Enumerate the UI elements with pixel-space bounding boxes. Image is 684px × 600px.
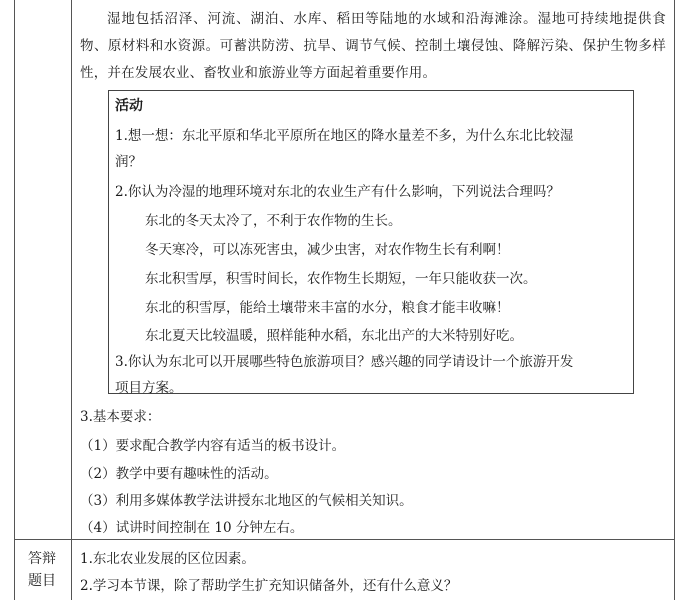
requirement-item: （3）利用多媒体教学法讲授东北地区的气候相关知识。 <box>80 493 413 509</box>
defense-question: 1.东北农业发展的区位因素。 <box>80 551 255 567</box>
requirement-item: （2）教学中要有趣味性的活动。 <box>80 466 278 482</box>
question-2: 2.你认为冷湿的地理环境对东北的农业生产有什么影响，下列说法合理吗？ <box>115 184 560 200</box>
option-item: 东北的冬天太冷了，不利于农作物的生长。 <box>145 213 402 229</box>
table-divider-column <box>71 0 72 600</box>
requirements-heading: 3.基本要求： <box>80 409 161 425</box>
defense-label <box>14 540 70 600</box>
question-3-line-2: 项目方案。 <box>115 380 183 396</box>
requirement-item: （4）试讲时间控制在 10 分钟左右。 <box>80 520 304 536</box>
table-divider-row <box>14 539 675 540</box>
option-item: 东北夏天比较温暖，照样能种水稻，东北出产的大米特别好吃。 <box>145 328 523 344</box>
table-border-right <box>674 0 675 600</box>
defense-question: 2.学习本节课，除了帮助学生扩充知识储备外，还有什么意义？ <box>80 578 458 594</box>
table-border-left <box>14 0 15 600</box>
question-1-line-2: 润？ <box>115 154 142 170</box>
question-3-line-1: 3.你认为东北可以开展哪些特色旅游项目？感兴趣的同学请设计一个旅游开发 <box>115 354 574 370</box>
defense-label-line-1: 答辩 <box>28 551 56 567</box>
activity-box <box>108 90 634 394</box>
requirement-item: （1）要求配合教学内容有适当的板书设计。 <box>80 438 346 454</box>
option-item: 东北的积雪厚，能给土壤带来丰富的水分，粮食才能丰收嘛！ <box>145 300 510 316</box>
question-1-line-1: 1.想一想：东北平原和华北平原所在地区的降水量差不多，为什么东北比较湿 <box>115 128 574 144</box>
wetland-paragraph: 湿地包括沼泽、河流、湖泊、水库、稻田等陆地的水域和沿海滩涂。湿地可持续地提供食物、原材料和水资源。可蓄洪防涝、抗旱、调节气候、控制土壤侵蚀、降解污染、保护生物多样性，并在发展农业、畜牧业和旅游业等方面起着重要作用。 <box>80 11 666 81</box>
defense-label-line-2: 题目 <box>28 573 56 589</box>
option-item: 冬天寒冷，可以冻死害虫，减少虫害，对农作物生长有利啊！ <box>145 242 510 258</box>
activity-title: 活动 <box>115 98 143 114</box>
option-item: 东北积雪厚，积雪时间长，农作物生长期短，一年只能收获一次。 <box>145 271 537 287</box>
